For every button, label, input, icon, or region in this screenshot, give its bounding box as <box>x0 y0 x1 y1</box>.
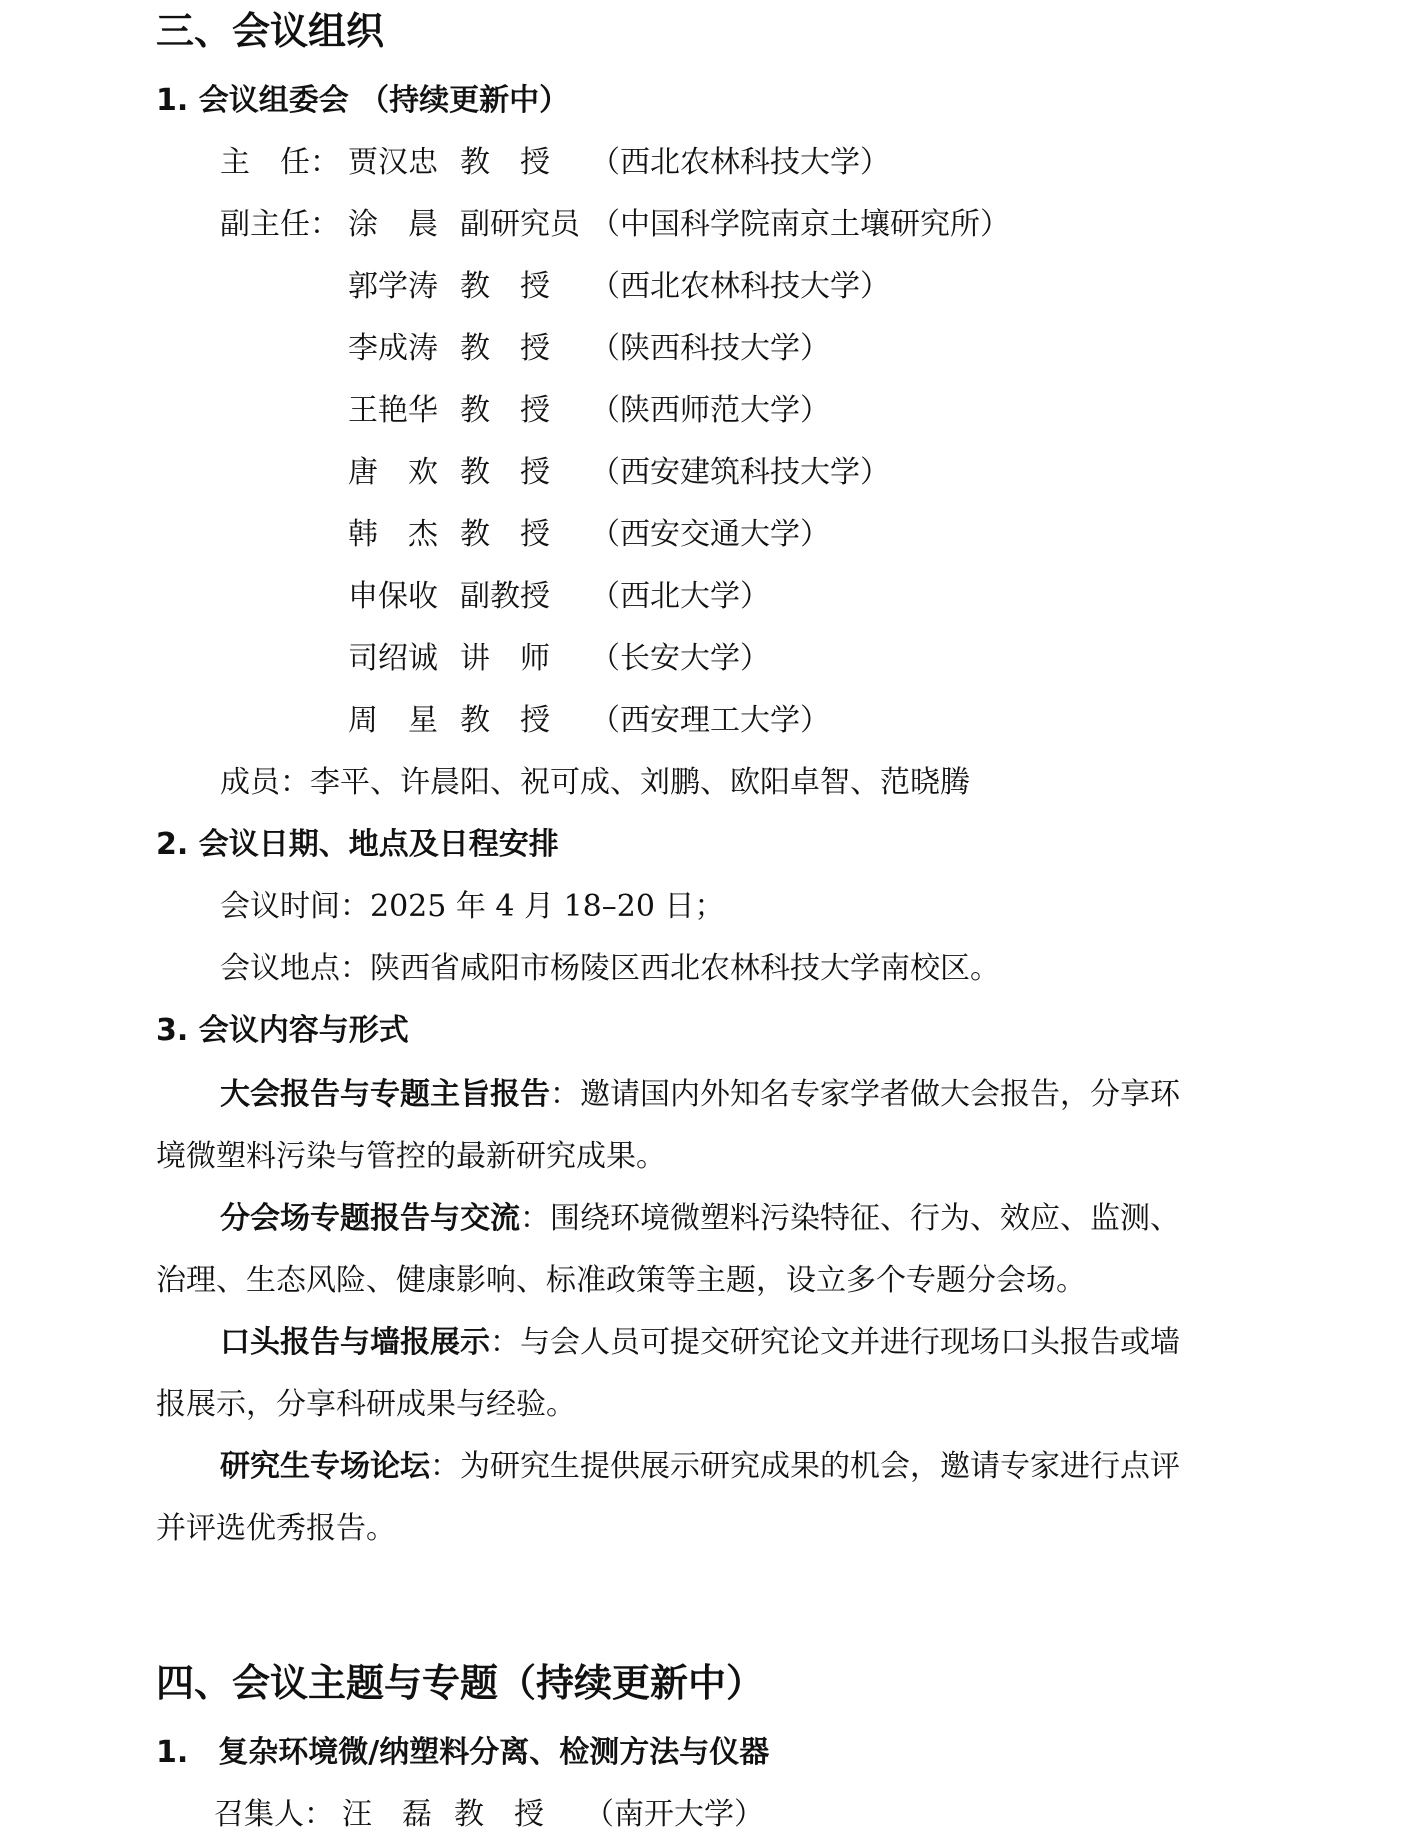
content-item-text: ：与会人员可提交研究论文并进行现场口头报告或墙 <box>490 1325 1180 1360</box>
vice-director-name: 周 星 <box>348 703 438 738</box>
convener-label: 召集人： <box>214 1797 334 1832</box>
vice-director-label: 副主任： <box>220 207 340 242</box>
convener-org: （南开大学） <box>584 1797 764 1832</box>
content-item-text: ：为研究生提供展示研究成果的机会，邀请专家进行点评 <box>430 1449 1180 1484</box>
vice-director-title: 讲 师 <box>460 641 550 676</box>
content-item-heading: 口头报告与墙报展示 <box>220 1325 490 1360</box>
director-name: 贾汉忠 <box>348 145 438 180</box>
vice-director-org: （长安大学） <box>590 641 770 676</box>
vice-director-title: 教 授 <box>460 703 550 738</box>
vice-director-title: 教 授 <box>460 455 550 490</box>
vice-director-org: （西安交通大学） <box>590 517 830 552</box>
director-row <box>220 144 890 182</box>
convener-row <box>214 1796 764 1834</box>
vice-director-name: 司绍诚 <box>348 641 438 676</box>
meeting-time: 会议时间：2025 年 4 月 18–20 日； <box>220 889 725 924</box>
vice-director-name: 申保收 <box>348 579 438 614</box>
vice-director-row <box>220 206 1010 244</box>
vice-director-title: 副研究员 <box>460 207 580 242</box>
vice-director-row <box>348 578 770 616</box>
vice-director-name: 韩 杰 <box>348 517 438 552</box>
content-item-text: ：围绕环境微塑料污染特征、行为、效应、监测、 <box>520 1201 1180 1236</box>
content-item-text-continued: 并评选优秀报告。 <box>156 1511 396 1546</box>
content-title: 3. 会议内容与形式 <box>156 1013 409 1048</box>
content-item-text: ：邀请国内外知名专家学者做大会报告，分享环 <box>550 1077 1180 1112</box>
vice-director-title: 教 授 <box>460 517 550 552</box>
content-item-line <box>220 1200 1180 1238</box>
vice-director-org: （西安建筑科技大学） <box>590 455 890 490</box>
content-item-line <box>220 1324 1180 1362</box>
vice-director-row <box>348 330 830 368</box>
director-label: 主 任： <box>220 145 340 180</box>
director-org: （西北农林科技大学） <box>590 145 890 180</box>
vice-director-org: （陕西科技大学） <box>590 331 830 366</box>
vice-director-row <box>348 392 830 430</box>
content-item-heading: 研究生专场论坛 <box>220 1449 430 1484</box>
vice-director-org: （西北农林科技大学） <box>590 269 890 304</box>
vice-director-name: 唐 欢 <box>348 455 438 490</box>
vice-director-row <box>348 702 830 740</box>
vice-director-row <box>348 268 890 306</box>
vice-director-name: 涂 晨 <box>348 207 438 242</box>
vice-director-title: 教 授 <box>460 331 550 366</box>
content-item-line <box>220 1076 1180 1114</box>
vice-director-row <box>348 454 890 492</box>
content-item-heading: 分会场专题报告与交流 <box>220 1201 520 1236</box>
content-item-text-continued: 治理、生态风险、健康影响、标准政策等主题，设立多个专题分会场。 <box>156 1263 1086 1298</box>
schedule-title: 2. 会议日期、地点及日程安排 <box>156 827 559 862</box>
vice-director-title: 副教授 <box>460 579 550 614</box>
vice-director-title: 教 授 <box>460 269 550 304</box>
content-item-heading: 大会报告与专题主旨报告 <box>220 1077 550 1112</box>
vice-director-org: （西北大学） <box>590 579 770 614</box>
vice-director-org: （陕西师范大学） <box>590 393 830 428</box>
convener-title: 教 授 <box>454 1797 544 1832</box>
section3-heading: 三、会议组织 <box>156 9 385 53</box>
vice-director-title: 教 授 <box>460 393 550 428</box>
topic1-title: 1. 复杂环境微/纳塑料分离、检测方法与仪器 <box>156 1735 770 1770</box>
section4-heading: 四、会议主题与专题（持续更新中） <box>156 1661 765 1705</box>
committee-members: 成员：李平、许晨阳、祝可成、刘鹏、欧阳卓智、范晓腾 <box>220 765 970 800</box>
vice-director-name: 王艳华 <box>348 393 438 428</box>
meeting-place: 会议地点：陕西省咸阳市杨陵区西北农林科技大学南校区。 <box>220 951 1000 986</box>
vice-director-name: 李成涛 <box>348 331 438 366</box>
vice-director-name: 郭学涛 <box>348 269 438 304</box>
content-item-text-continued: 境微塑料污染与管控的最新研究成果。 <box>156 1139 666 1174</box>
convener-name: 汪 磊 <box>342 1797 432 1832</box>
vice-director-org: （中国科学院南京土壤研究所） <box>590 207 1010 242</box>
vice-director-row <box>348 640 770 678</box>
content-item-line <box>220 1448 1180 1486</box>
vice-director-org: （西安理工大学） <box>590 703 830 738</box>
content-item-text-continued: 报展示，分享科研成果与经验。 <box>156 1387 576 1422</box>
director-title: 教 授 <box>460 145 550 180</box>
vice-director-row <box>348 516 830 554</box>
committee-title: 1. 会议组委会 （持续更新中） <box>156 83 570 118</box>
